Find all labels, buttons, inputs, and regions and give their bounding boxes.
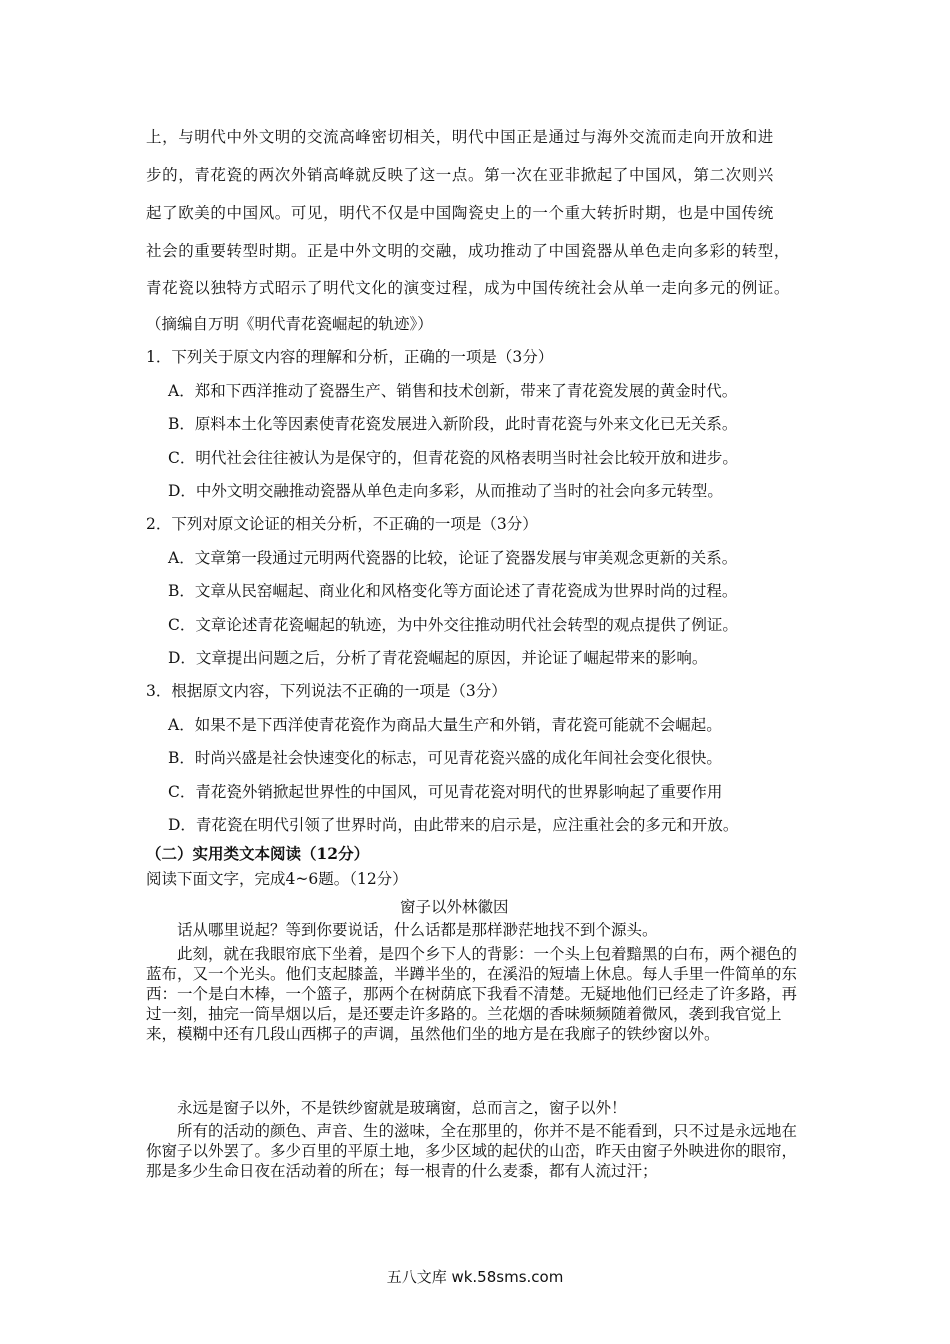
passage-line: 起了欧美的中国风。可见，明代不仅是中国陶瓷史上的一个重大转折时期，也是中国传统	[146, 204, 774, 222]
passage-source: （摘编自万明《明代青花瓷崛起的轨迹》）	[146, 315, 433, 333]
question-option: D．中外文明交融推动瓷器从单色走向多彩，从而推动了当时的社会向多元转型。	[168, 482, 723, 500]
question-option: A．如果不是下西洋使青花瓷作为商品大量生产和外销，青花瓷可能就不会崛起。	[168, 716, 722, 734]
passage-line: 步的，青花瓷的两次外销高峰就反映了这一点。第一次在亚非掀起了中国风，第二次则兴	[146, 166, 774, 184]
question-option: B．时尚兴盛是社会快速变化的标志，可见青花瓷兴盛的成化年间社会变化很快。	[168, 749, 722, 767]
question-option: C．青花瓷外销掀起世界性的中国风，可见青花瓷对明代的世界影响起了重要作用	[168, 783, 723, 801]
article-paragraph: 永远是窗子以外，不是铁纱窗就是玻璃窗，总而言之，窗子以外！	[177, 1099, 627, 1117]
question-option: C．文章论述青花瓷崛起的轨迹，为中外交往推动明代社会转型的观点提供了例证。	[168, 616, 738, 634]
question-option: A．文章第一段通过元明两代瓷器的比较，论证了瓷器发展与审美观念更新的关系。	[168, 549, 738, 567]
question-option: D．青花瓷在明代引领了世界时尚，由此带来的启示是，应注重社会的多元和开放。	[168, 816, 739, 834]
question-option: A．郑和下西洋推动了瓷器生产、销售和技术创新，带来了青花瓷发展的黄金时代。	[168, 382, 738, 400]
question-stem: 1．下列关于原文内容的理解和分析，正确的一项是（3分）	[146, 348, 554, 366]
section-intro: 阅读下面文字，完成4~6题。（12分）	[146, 870, 408, 888]
passage-line: 社会的重要转型时期。正是中外文明的交融，成功推动了中国瓷器从单色走向多彩的转型，	[146, 242, 791, 260]
question-option: B．文章从民窑崛起、商业化和风格变化等方面论述了青花瓷成为世界时尚的过程。	[168, 582, 738, 600]
article-paragraph: 话从哪里说起？等到你要说话，什么话都是那样渺茫地找不到个源头。	[177, 921, 658, 939]
question-option: B．原料本土化等因素使青花瓷发展进入新阶段，此时青花瓷与外来文化已无关系。	[168, 415, 738, 433]
passage-line: 青花瓷以独特方式昭示了明代文化的演变过程，成为中国传统社会从单一走向多元的例证。	[146, 279, 791, 297]
footer-watermark: 五八文库 wk.58sms.com	[386, 1268, 564, 1286]
passage-line: 上，与明代中外文明的交流高峰密切相关，明代中国正是通过与海外交流而走向开放和进	[146, 128, 774, 146]
article-paragraph: 此刻，就在我眼帘底下坐着，是四个乡下人的背影：一个头上包着黯黑的白布，两个褪色的蓝布，又一个光头。他们支起膝盖，半蹲半坐的，在溪沿的短墙上休息。每人手里一件简单的东西：一个是白木棒，一个篮子，那两个在树荫底下我看不清楚。无疑地他们已经走了许多路，再过一刻，抽完一筒旱烟以后，是还要走许多路的。兰花烟的香味频频随着微风，袭到我官觉上来，模糊中还有几段山西梆子的声调，虽然他们坐的地方是在我廊子的铁纱窗以外。	[146, 945, 798, 1043]
question-option: C．明代社会往往被认为是保守的，但青花瓷的风格表明当时社会比较开放和进步。	[168, 449, 738, 467]
question-stem: 2．下列对原文论证的相关分析，不正确的一项是（3分）	[146, 515, 538, 533]
article-paragraph: 所有的活动的颜色、声音、生的滋味，全在那里的，你并不是不能看到，只不过是永远地在你窗子以外罢了。多少百里的平原土地，多少区域的起伏的山峦，昨天由窗子外映进你的眼帘，那是多少生命日夜在活动着的所在；每一根青的什么麦黍，都有人流过汗；	[146, 1122, 798, 1180]
question-stem: 3．根据原文内容，下列说法不正确的一项是（3分）	[146, 682, 507, 700]
section-heading: （二）实用类文本阅读（12分）	[146, 844, 370, 863]
article-title: 窗子以外林徽因	[400, 898, 509, 916]
question-option: D．文章提出问题之后，分析了青花瓷崛起的原因，并论证了崛起带来的影响。	[168, 649, 708, 667]
